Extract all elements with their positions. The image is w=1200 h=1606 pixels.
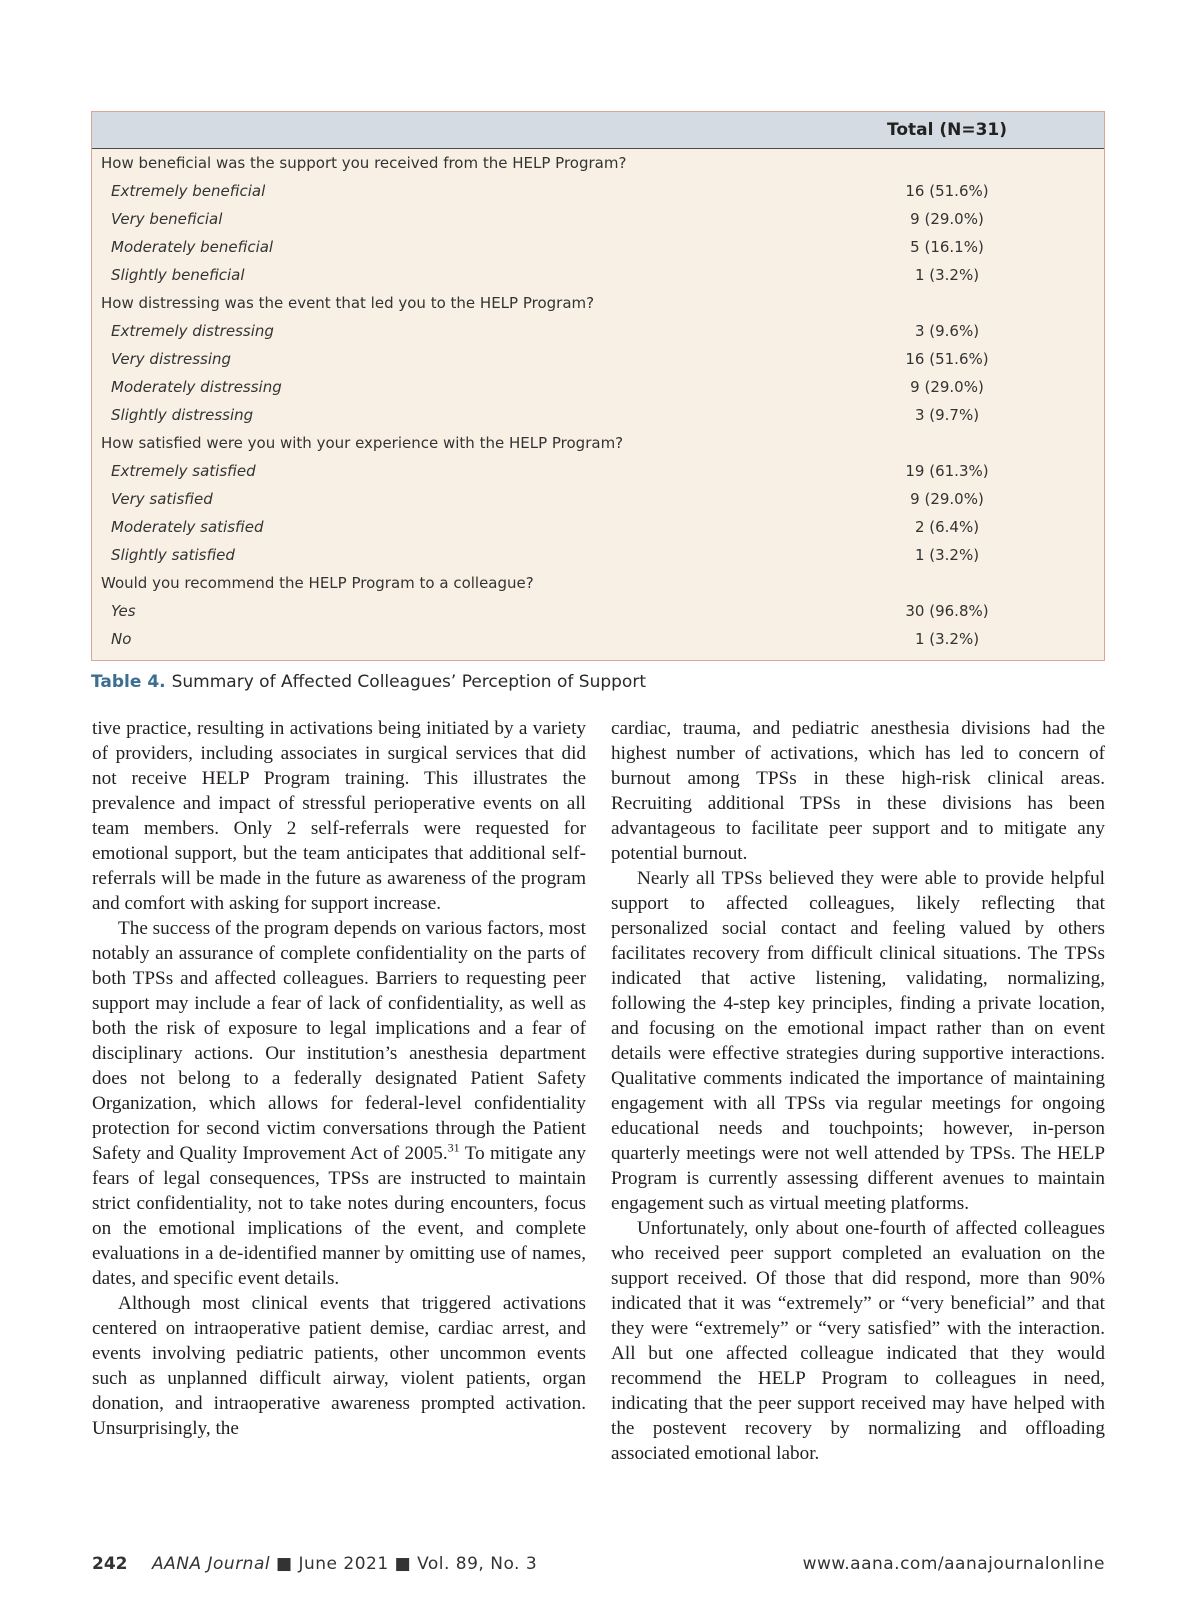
table-row (92, 597, 1104, 625)
table-row-question (92, 149, 1104, 177)
table-caption-label: Table 4. (91, 672, 166, 692)
table-row (92, 261, 1104, 289)
table-row-question (92, 289, 1104, 317)
row-label: Moderately beneficial (111, 238, 274, 256)
row-value: 9 (29.0%) (910, 210, 984, 228)
row-label: Extremely distressing (111, 322, 274, 340)
table-row (92, 513, 1104, 541)
row-label: Slightly satisfied (111, 546, 235, 564)
paragraph: Nearly all TPSs believed they were able to provide helpful support to affected colleagues, likely reflecting that personalized social contact and feeling valued by others facilitates recovery from difficult clinical situations. The TPSs indicated that active listening, validating, normalizing, following the 4-step key principles, finding a private location, and focusing on the emotional impact rather than on event details were effective strategies during supportive interactions. Qualitative comments indicated the importance of maintaining engagement with all TPSs via regular meetings for ongoing educational needs and touchpoints; however, in-person quarterly meetings were not well attended by TPSs. The HELP Program is currently assessing different avenues to maintain engagement such as virtual meeting platforms. (611, 868, 1105, 1214)
column-header-total: Total (N=31) (886, 120, 1008, 140)
table-row (92, 373, 1104, 401)
paragraph: Unfortunately, only about one-fourth of affected colleagues who received peer support completed an evaluation on the support received. Of those that did respond, more than 90% indicated that it was “extremely” or “very beneficial” and that they were “extremely” or “very satisfied” with the interaction. All but one affected colleague indicated that they would recommend the HELP Program to colleagues in need, indicating that the peer support received may have helped with the postevent recovery by normalizing and offloading associated emotional labor. (611, 1218, 1105, 1464)
table-caption-text: Summary of Affected Colleagues’ Perception of Support (171, 672, 646, 692)
row-label: How beneficial was the support you received from the HELP Program? (101, 154, 627, 172)
table-row (92, 457, 1104, 485)
citation-reference: 31 (447, 1140, 460, 1155)
table-caption (91, 672, 646, 692)
row-value: 3 (9.7%) (914, 406, 980, 424)
row-value: 9 (29.0%) (910, 490, 984, 508)
table-row (92, 401, 1104, 429)
body-column-right (611, 716, 1105, 1466)
journal-url: www.aana.com/aanajournalonline (802, 1554, 1105, 1574)
row-label: How distressing was the event that led you to the HELP Program? (101, 294, 595, 312)
separator-bullet: ■ (276, 1554, 293, 1574)
row-value: 1 (3.2%) (914, 546, 980, 564)
page-footer (92, 1554, 1105, 1578)
volume-info: Vol. 89, No. 3 (417, 1554, 538, 1574)
table-row (92, 177, 1104, 205)
row-label: Very distressing (111, 350, 232, 368)
row-label: Moderately satisfied (111, 518, 264, 536)
row-value: 19 (61.3%) (905, 462, 989, 480)
body-column-left (92, 716, 586, 1441)
row-value: 5 (16.1%) (910, 238, 984, 256)
row-label: How satisfied were you with your experience with the HELP Program? (101, 434, 624, 452)
row-value: 16 (51.6%) (905, 350, 989, 368)
journal-name: AANA Journal (152, 1554, 271, 1574)
issue-date: June 2021 (298, 1554, 389, 1574)
row-value: 1 (3.2%) (914, 266, 980, 284)
table-row (92, 345, 1104, 373)
row-value: 1 (3.2%) (914, 630, 980, 648)
paragraph-text: The success of the program depends on various factors, most notably an assurance of complete confidentiality on the parts of both TPSs and affected colleagues. Barriers to requesting peer support may include a fear of lack of confidentiality, as well as both the risk of exposure to legal implications and a fear of disciplinary actions. Our institution’s anesthesia department does not belong to a federally designated Patient Safety Organization, which allows for federal-level confidentiality protection for second victim conversations through the Patient Safety and Quality Improvement Act of 2005. (92, 918, 586, 1164)
row-value: 3 (9.6%) (914, 322, 980, 340)
table-row (92, 205, 1104, 233)
row-label: Slightly distressing (111, 406, 254, 424)
row-label: Yes (111, 602, 136, 620)
row-value: 2 (6.4%) (914, 518, 980, 536)
page-number: 242 (92, 1554, 128, 1574)
table-row (92, 233, 1104, 261)
table-row (92, 485, 1104, 513)
table-row (92, 317, 1104, 345)
row-label: Extremely satisfied (111, 462, 256, 480)
paragraph: cardiac, trauma, and pediatric anesthesia divisions had the highest number of activations, which has led to concern of burnout among TPSs in these high-risk clinical areas. Recruiting additional TPSs in these divisions has been advantageous to facilitate peer support and to mitigate any potential burnout. (611, 718, 1105, 864)
paragraph: Although most clinical events that triggered activations centered on intraoperative patient demise, cardiac arrest, and events involving pediatric patients, other uncommon events such as unplanned difficult airway, violent patients, organ donation, and intraoperative awareness prompted activation. Unsurprisingly, the (92, 1293, 586, 1439)
paragraph: tive practice, resulting in activations being initiated by a variety of providers, including associates in surgical services that did not receive HELP Program training. This illustrates the prevalence and impact of stressful perioperative events on all team members. Only 2 self-referrals were requested for emotional support, but the team anticipates that additional self-referrals will be made in the future as awareness of the program and comfort with asking for support increase. (92, 718, 586, 914)
table-header (92, 112, 1104, 149)
row-value: 9 (29.0%) (910, 378, 984, 396)
separator-bullet: ■ (394, 1554, 412, 1574)
row-label: Would you recommend the HELP Program to a colleague? (101, 574, 534, 592)
paragraph (92, 916, 586, 1291)
row-label: Very beneficial (111, 210, 223, 228)
results-table (91, 111, 1105, 661)
table-row (92, 541, 1104, 569)
row-value: 30 (96.8%) (905, 602, 989, 620)
table-row-question (92, 569, 1104, 597)
row-label: No (111, 630, 132, 648)
table-row (92, 625, 1104, 653)
row-value: 16 (51.6%) (905, 182, 989, 200)
row-label: Slightly beneficial (111, 266, 245, 284)
paragraph-text: To mitigate any fears of legal consequences, TPSs are instructed to maintain strict confidentiality, not to take notes during encounters, focus on the emotional implications of the event, and complete evaluations in a de-identified manner by omitting use of names, dates, and specific event details. (92, 1143, 586, 1289)
journal-info (152, 1554, 537, 1574)
row-label: Very satisfied (111, 490, 213, 508)
table-row-question (92, 429, 1104, 457)
row-label: Extremely beneficial (111, 182, 266, 200)
row-label: Moderately distressing (111, 378, 282, 396)
